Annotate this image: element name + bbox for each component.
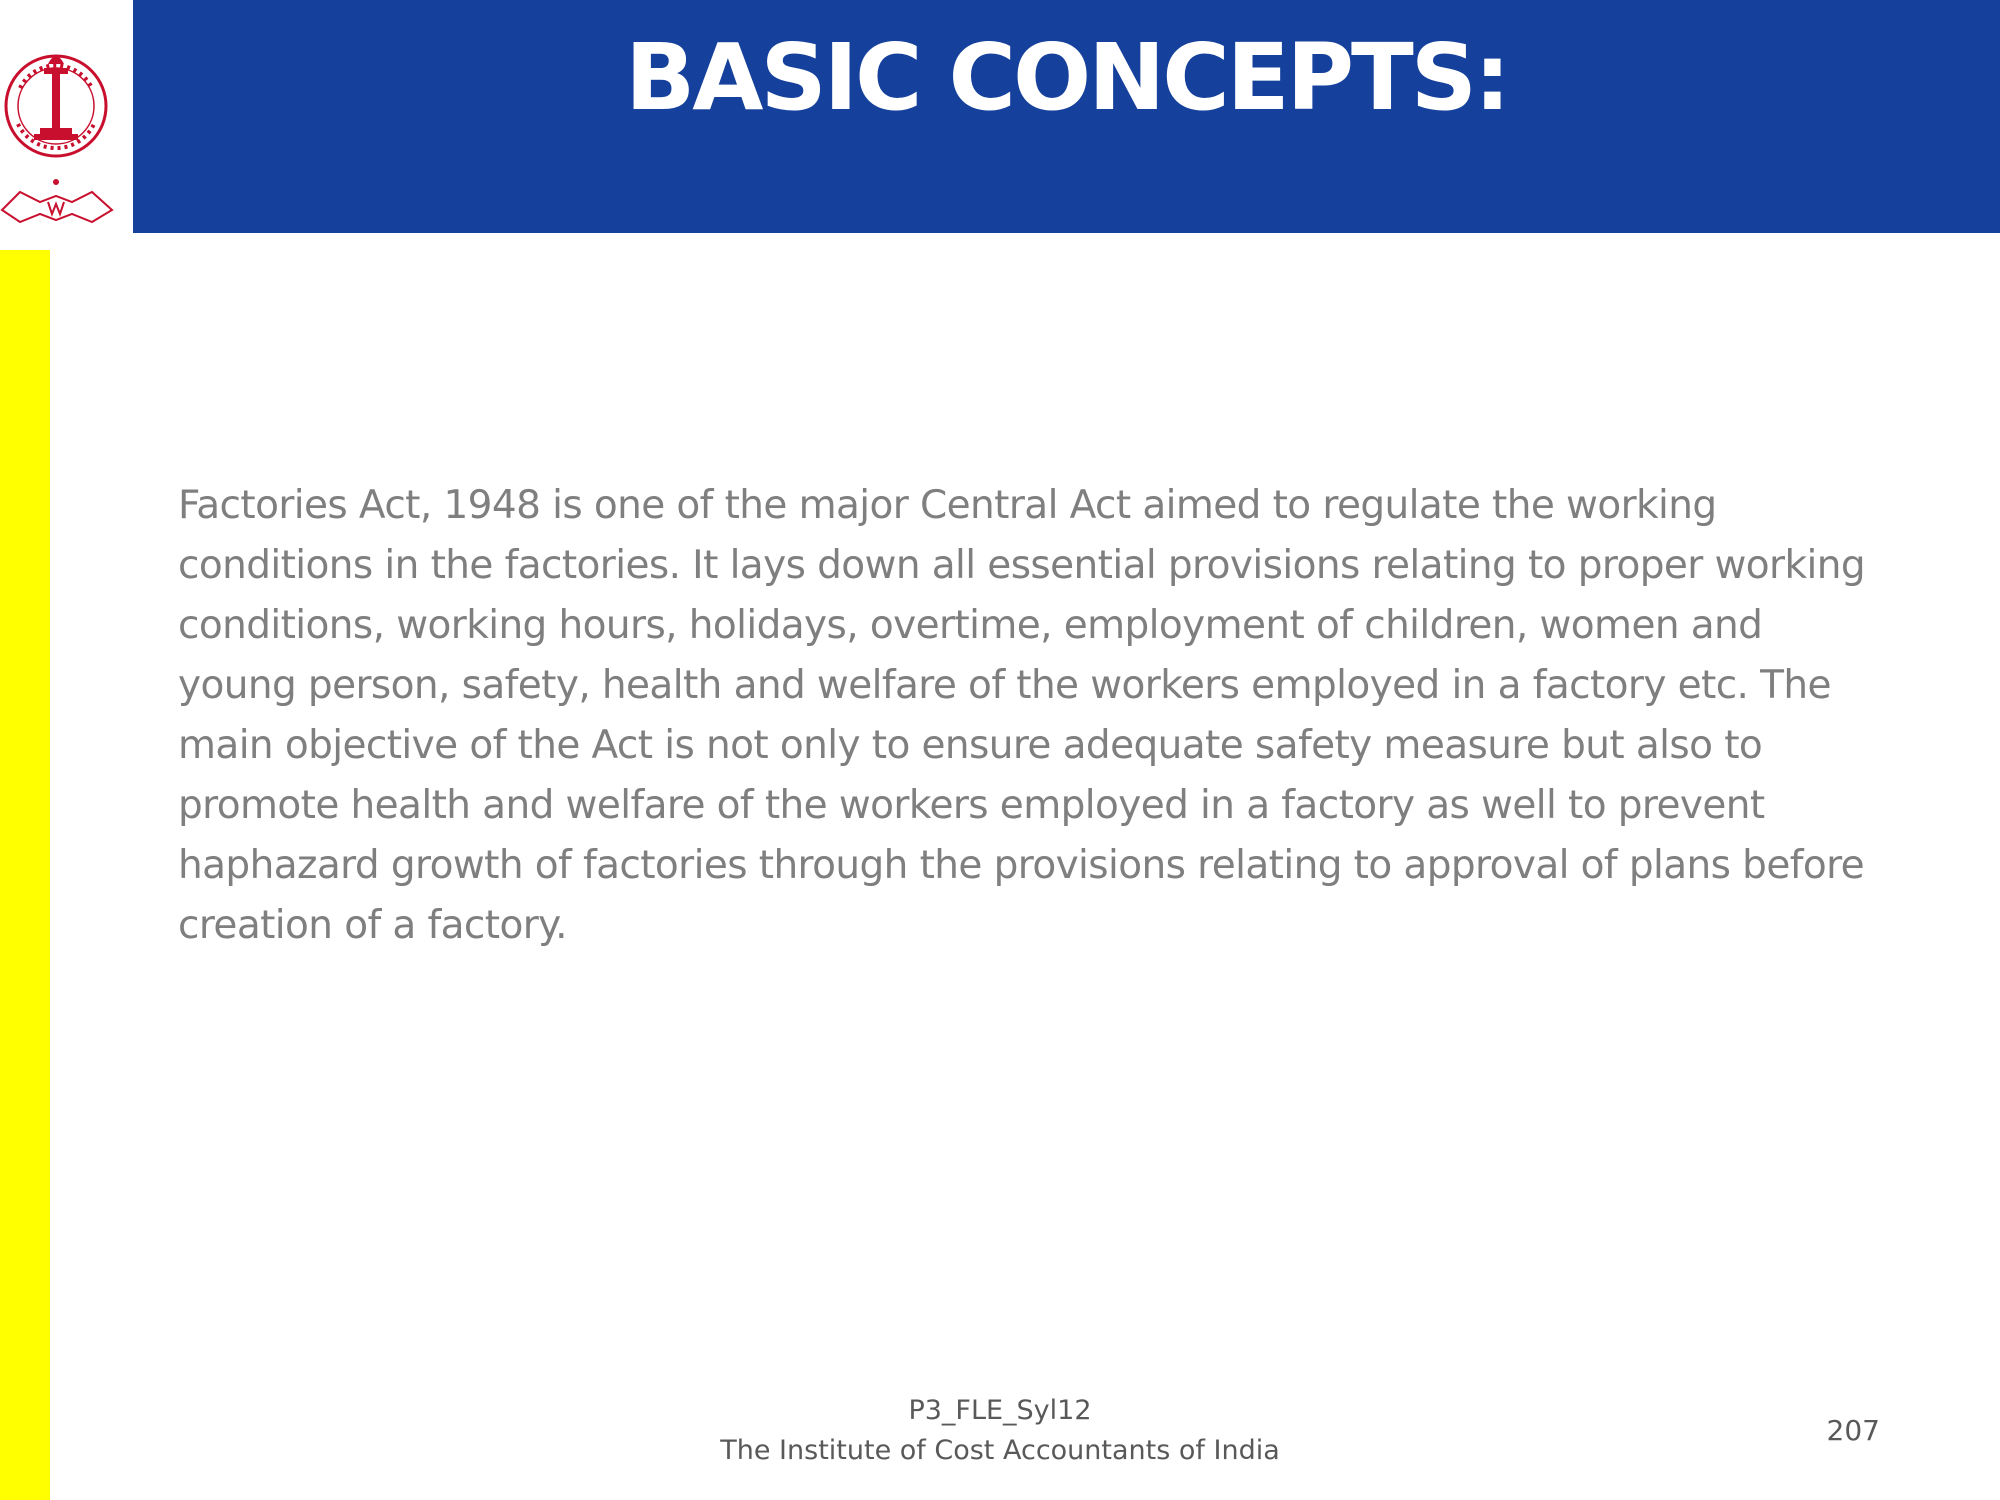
- institute-seal-icon: [0, 0, 118, 232]
- slide-body-text: Factories Act, 1948 is one of the major Central Act aimed to regulate the working conditions in the factories. It lays down all essential provisions relating to proper working conditions, working hours, holidays, overtime, employment of children, women and young person, safety, health and welfare of the workers employed in a factory etc. The main objective of the Act is not only to ensure adequate safety measure but also to promote health and welfare of the workers employed in a factory as well to prevent haphazard growth of factories through the provisions relating to approval of plans before creation of a factory.: [178, 483, 1865, 948]
- footer-course-code: P3_FLE_Syl12: [908, 1395, 1092, 1426]
- left-accent-strip: [0, 250, 50, 1500]
- institute-logo: [0, 0, 118, 232]
- page-number: 207: [1826, 1414, 1880, 1447]
- title-bar: [133, 0, 2000, 233]
- footer-organization: The Institute of Cost Accountants of India: [720, 1435, 1280, 1466]
- slide-title: BASIC CONCEPTS:: [625, 24, 1508, 131]
